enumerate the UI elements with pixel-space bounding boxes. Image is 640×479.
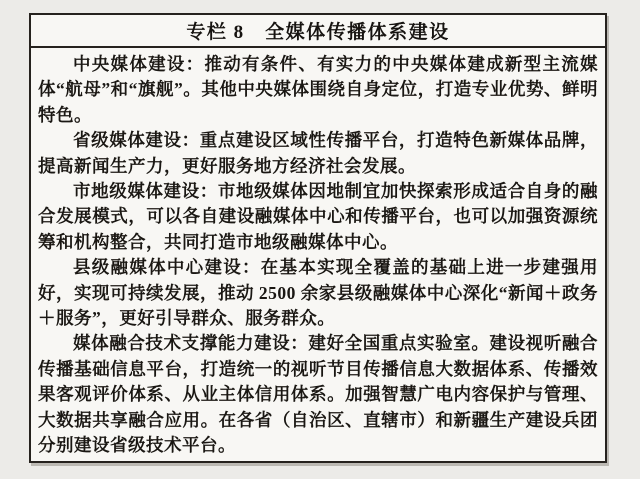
panel-body [31,48,605,459]
panel-title: 专栏 8 全媒体传播体系建设 [31,15,605,48]
column-8-panel [29,13,607,463]
paragraph-media-tech-support: 媒体融合技术支撑能力建设：建好全国重点实验室。建设视听融合传播基础信息平台，打造统一的视听节目传播信息大数据体系、传播效果客观评价体系、从业主体信用体系。加强智慧广电内容保护与管理、大数据共享融合应用。在各省（自治区、直辖市）和新疆生产建设兵团分别建设省级技术平台。 [38,333,598,456]
paragraph-provincial-media: 省级媒体建设：重点建设区域性传播平台，打造特色新媒体品牌，提高新闻生产力，更好服务地方经济社会发展。 [38,130,598,176]
paragraph-central-media: 中央媒体建设：推动有条件、有实力的中央媒体建成新型主流媒体“航母”和“旗舰”。其他中央媒体围绕自身定位，打造专业优势、鲜明特色。 [38,54,598,125]
paragraph-city-level-media: 市地级媒体建设：市地级媒体因地制宜加快探索形成适合自身的融合发展模式，可以各自建设融媒体中心和传播平台，也可以加强资源统筹和机构整合，共同打造市地级融媒体中心。 [38,181,598,252]
paragraph-county-media-centers: 县级融媒体中心建设：在基本实现全覆盖的基础上进一步建强用好，实现可持续发展，推动 2500 余家县级融媒体中心深化“新闻＋政务＋服务”，更好引导群众、服务群众。 [38,257,598,329]
